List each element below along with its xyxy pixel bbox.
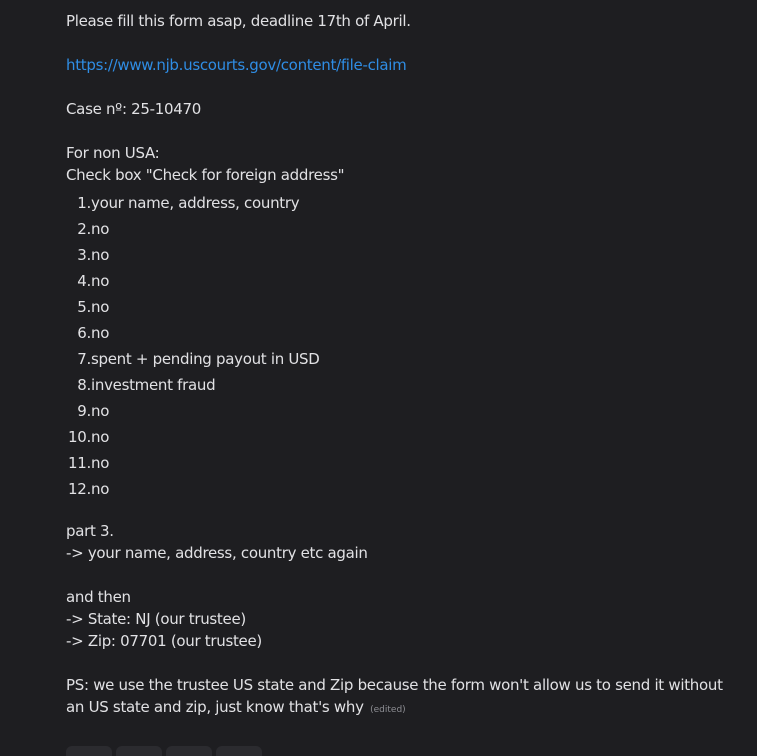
list-item-number: 2. xyxy=(77,220,91,238)
intro-text: Please fill this form asap, deadline 17th of April. xyxy=(66,12,411,30)
part3-heading: part 3. xyxy=(66,522,114,540)
list-item-number: 10. xyxy=(68,428,91,446)
list-item-text: no xyxy=(91,246,110,264)
reaction-chip[interactable] xyxy=(166,746,212,756)
list-item-number: 8. xyxy=(77,376,91,394)
case-number: Case nº: 25-10470 xyxy=(66,100,201,118)
list-item-text: no xyxy=(91,428,110,446)
non-usa-heading: For non USA: xyxy=(66,144,160,162)
list-item xyxy=(66,346,736,372)
checkbox-note: Check box "Check for foreign address" xyxy=(66,166,345,184)
list-item-text: no xyxy=(91,402,110,420)
list-item-text: your name, address, country xyxy=(91,194,300,212)
list-item-number: 4. xyxy=(77,272,91,290)
edited-label: (edited) xyxy=(370,705,406,715)
list-item-number: 12. xyxy=(68,480,91,498)
list-item xyxy=(66,476,736,502)
list-item-text: no xyxy=(91,220,110,238)
list-item-text: investment fraud xyxy=(91,376,216,394)
ps-text: PS: we use the trustee US state and Zip because the form won't allow us to send it without an US state and zip, just know that's why xyxy=(66,676,723,716)
file-claim-link[interactable]: https://www.njb.uscourts.gov/content/file-claim xyxy=(66,56,407,74)
reactions-row xyxy=(66,746,262,756)
list-item-text: no xyxy=(91,272,110,290)
message-content xyxy=(66,10,736,721)
list-item-text: no xyxy=(91,454,110,472)
reaction-chip[interactable] xyxy=(116,746,162,756)
list-item-number: 5. xyxy=(77,298,91,316)
list-item-number: 3. xyxy=(77,246,91,264)
and-then-text: and then xyxy=(66,588,131,606)
zip-line: -> Zip: 07701 (our trustee) xyxy=(66,632,262,650)
list-item xyxy=(66,190,736,216)
list-item-number: 9. xyxy=(77,402,91,420)
list-item-number: 7. xyxy=(77,350,91,368)
list-item-text: spent + pending payout in USD xyxy=(91,350,320,368)
list-item xyxy=(66,216,736,242)
reaction-chip[interactable] xyxy=(216,746,262,756)
list-item-number: 6. xyxy=(77,324,91,342)
state-line: -> State: NJ (our trustee) xyxy=(66,610,246,628)
list-item-number: 1. xyxy=(77,194,91,212)
steps-list xyxy=(66,190,736,502)
list-item-text: no xyxy=(91,480,110,498)
list-item-text: no xyxy=(91,324,110,342)
list-item xyxy=(66,242,736,268)
reaction-chip[interactable] xyxy=(66,746,112,756)
list-item xyxy=(66,424,736,450)
list-item xyxy=(66,294,736,320)
list-item xyxy=(66,372,736,398)
list-item xyxy=(66,268,736,294)
list-item xyxy=(66,398,736,424)
ps-note xyxy=(66,674,736,721)
part3-line: -> your name, address, country etc again xyxy=(66,544,368,562)
list-item-text: no xyxy=(91,298,110,316)
list-item-number: 11. xyxy=(68,454,91,472)
list-item xyxy=(66,320,736,346)
list-item xyxy=(66,450,736,476)
